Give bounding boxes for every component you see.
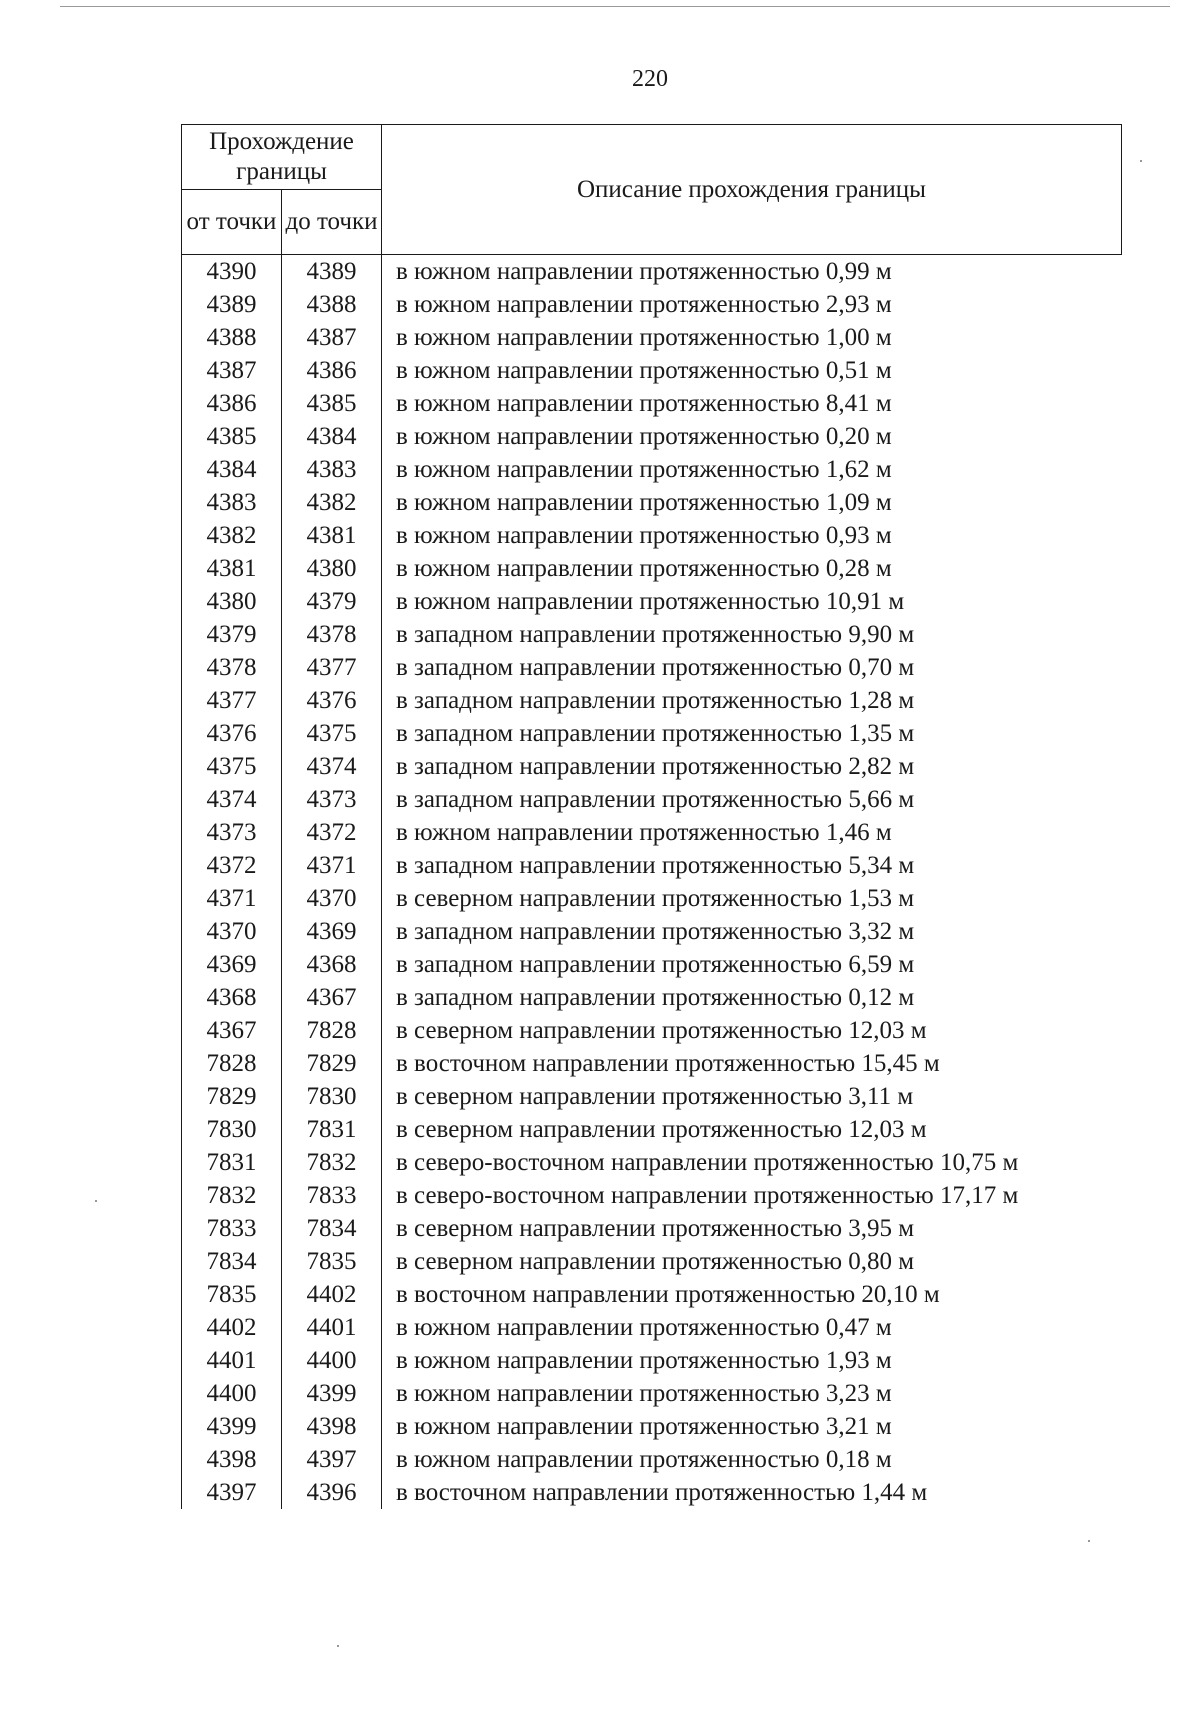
cell-from-point: 4375 <box>182 750 282 783</box>
cell-from-point: 7828 <box>182 1047 282 1080</box>
cell-description: в западном направлении протяженностью 6,59 м <box>396 951 915 978</box>
cell-from-point: 4399 <box>182 1410 282 1443</box>
table-row <box>182 717 1122 750</box>
cell-to-point: 4396 <box>282 1476 382 1509</box>
cell-to-point: 4375 <box>282 717 382 750</box>
cell-description: в восточном направлении протяженностью 15,45 м <box>396 1050 940 1077</box>
cell-to-point: 4397 <box>282 1443 382 1476</box>
table-row <box>182 552 1122 585</box>
cell-from-point: 7834 <box>182 1245 282 1278</box>
header-description: Описание прохождения границы <box>382 125 1122 255</box>
table-row <box>182 1080 1122 1113</box>
header-from-point: от точки <box>182 190 282 255</box>
cell-from-point: 4367 <box>182 1014 282 1047</box>
cell-description: в западном направлении протяженностью 3,32 м <box>396 918 915 945</box>
cell-to-point: 4401 <box>282 1311 382 1344</box>
cell-from-point: 7830 <box>182 1113 282 1146</box>
table-row <box>182 849 1122 882</box>
boundary-table-header <box>182 125 1122 255</box>
table-row <box>182 783 1122 816</box>
scan-speck <box>1140 160 1142 162</box>
cell-description: в южном направлении протяженностью 0,93 м <box>396 522 892 549</box>
cell-description: в восточном направлении протяженностью 20,10 м <box>396 1281 940 1308</box>
header-boundary-passage: Прохождение границы <box>182 125 382 190</box>
cell-from-point: 4389 <box>182 288 282 321</box>
cell-from-point: 4368 <box>182 981 282 1014</box>
cell-to-point: 4402 <box>282 1278 382 1311</box>
cell-from-point: 4369 <box>182 948 282 981</box>
cell-to-point: 4379 <box>282 585 382 618</box>
cell-to-point: 4398 <box>282 1410 382 1443</box>
cell-to-point: 7832 <box>282 1146 382 1179</box>
cell-from-point: 4397 <box>182 1476 282 1509</box>
cell-from-point: 7831 <box>182 1146 282 1179</box>
cell-to-point: 4383 <box>282 453 382 486</box>
cell-from-point: 4376 <box>182 717 282 750</box>
table-row <box>182 1311 1122 1344</box>
cell-from-point: 4373 <box>182 816 282 849</box>
cell-to-point: 4381 <box>282 519 382 552</box>
cell-from-point: 4390 <box>182 255 282 289</box>
table-row <box>182 420 1122 453</box>
cell-to-point: 4368 <box>282 948 382 981</box>
cell-description: в южном направлении протяженностью 0,18 м <box>396 1446 892 1473</box>
header-to-point: до точки <box>282 190 382 255</box>
cell-description: в южном направлении протяженностью 1,46 м <box>396 819 892 846</box>
cell-from-point: 4382 <box>182 519 282 552</box>
cell-to-point: 4384 <box>282 420 382 453</box>
table-row <box>182 1179 1122 1212</box>
cell-description: в северном направлении протяженностью 12,03 м <box>396 1116 927 1143</box>
cell-to-point: 4371 <box>282 849 382 882</box>
table-row <box>182 882 1122 915</box>
cell-from-point: 4387 <box>182 354 282 387</box>
table-row <box>182 750 1122 783</box>
table-row <box>182 981 1122 1014</box>
table-row <box>182 948 1122 981</box>
table-row <box>182 453 1122 486</box>
cell-description: в западном направлении протяженностью 1,35 м <box>396 720 915 747</box>
cell-to-point: 4372 <box>282 816 382 849</box>
cell-to-point: 4399 <box>282 1377 382 1410</box>
cell-to-point: 4373 <box>282 783 382 816</box>
cell-description: в западном направлении протяженностью 5,66 м <box>396 786 915 813</box>
cell-description: в западном направлении протяженностью 2,82 м <box>396 753 915 780</box>
table-row <box>182 618 1122 651</box>
cell-description: в южном направлении протяженностью 0,99 м <box>396 258 892 285</box>
table-row <box>182 1113 1122 1146</box>
cell-to-point: 4389 <box>282 255 382 289</box>
cell-to-point: 4377 <box>282 651 382 684</box>
cell-from-point: 7833 <box>182 1212 282 1245</box>
cell-description: в западном направлении протяженностью 1,28 м <box>396 687 915 714</box>
table-row <box>182 1014 1122 1047</box>
cell-to-point: 7834 <box>282 1212 382 1245</box>
cell-to-point: 4388 <box>282 288 382 321</box>
cell-to-point: 4378 <box>282 618 382 651</box>
cell-from-point: 4383 <box>182 486 282 519</box>
table-row <box>182 585 1122 618</box>
cell-to-point: 4380 <box>282 552 382 585</box>
cell-description: в северном направлении протяженностью 3,95 м <box>396 1215 915 1242</box>
table-row <box>182 1278 1122 1311</box>
cell-from-point: 4374 <box>182 783 282 816</box>
cell-from-point: 4371 <box>182 882 282 915</box>
table-row <box>182 1476 1122 1509</box>
cell-description: в восточном направлении протяженностью 1,44 м <box>396 1479 928 1506</box>
table-row <box>182 1377 1122 1410</box>
cell-from-point: 4380 <box>182 585 282 618</box>
table-row <box>182 1344 1122 1377</box>
table-row <box>182 486 1122 519</box>
cell-description: в южном направлении протяженностью 1,93 м <box>396 1347 892 1374</box>
scan-speck <box>337 1645 339 1647</box>
cell-from-point: 4379 <box>182 618 282 651</box>
page-number: 220 <box>632 66 668 92</box>
cell-description: в северо-восточном направлении протяженностью 10,75 м <box>396 1149 1019 1176</box>
cell-to-point: 4374 <box>282 750 382 783</box>
cell-description: в южном направлении протяженностью 10,91 м <box>396 588 905 615</box>
cell-to-point: 7835 <box>282 1245 382 1278</box>
cell-description: в южном направлении протяженностью 0,51 м <box>396 357 892 384</box>
table-row <box>182 1245 1122 1278</box>
cell-from-point: 4378 <box>182 651 282 684</box>
cell-description: в северном направлении протяженностью 3,11 м <box>396 1083 914 1110</box>
cell-description: в южном направлении протяженностью 1,00 м <box>396 324 892 351</box>
cell-description: в южном направлении протяженностью 0,47 м <box>396 1314 892 1341</box>
cell-from-point: 7835 <box>182 1278 282 1311</box>
scan-top-edge-line <box>60 6 1170 7</box>
cell-to-point: 4367 <box>282 981 382 1014</box>
table-row <box>182 915 1122 948</box>
table-row <box>182 684 1122 717</box>
cell-description: в западном направлении протяженностью 9,90 м <box>396 621 915 648</box>
boundary-table <box>181 124 1122 1509</box>
cell-to-point: 7829 <box>282 1047 382 1080</box>
cell-to-point: 7830 <box>282 1080 382 1113</box>
table-row <box>182 255 1122 289</box>
cell-description: в южном направлении протяженностью 0,20 м <box>396 423 892 450</box>
table-row <box>182 1443 1122 1476</box>
cell-from-point: 4372 <box>182 849 282 882</box>
cell-description: в северном направлении протяженностью 0,80 м <box>396 1248 915 1275</box>
cell-from-point: 4401 <box>182 1344 282 1377</box>
table-row <box>182 519 1122 552</box>
table-row <box>182 321 1122 354</box>
cell-description: в южном направлении протяженностью 1,62 м <box>396 456 892 483</box>
table-row <box>182 1146 1122 1179</box>
table-row <box>182 1212 1122 1245</box>
cell-to-point: 4387 <box>282 321 382 354</box>
table-row <box>182 1047 1122 1080</box>
cell-from-point: 4386 <box>182 387 282 420</box>
cell-to-point: 7831 <box>282 1113 382 1146</box>
table-row <box>182 651 1122 684</box>
cell-description: в южном направлении протяженностью 0,28 м <box>396 555 892 582</box>
cell-description: в северо-восточном направлении протяженностью 17,17 м <box>396 1182 1019 1209</box>
table-row <box>182 354 1122 387</box>
cell-to-point: 4385 <box>282 387 382 420</box>
scan-speck <box>95 1200 97 1202</box>
cell-from-point: 4388 <box>182 321 282 354</box>
cell-from-point: 7829 <box>182 1080 282 1113</box>
cell-description: в западном направлении протяженностью 0,70 м <box>396 654 915 681</box>
cell-description: в западном направлении протяженностью 5,34 м <box>396 852 915 879</box>
table-row <box>182 816 1122 849</box>
cell-description: в южном направлении протяженностью 8,41 м <box>396 390 892 417</box>
cell-to-point: 4370 <box>282 882 382 915</box>
cell-to-point: 4376 <box>282 684 382 717</box>
boundary-table-body <box>182 255 1122 1510</box>
cell-to-point: 4386 <box>282 354 382 387</box>
cell-to-point: 7828 <box>282 1014 382 1047</box>
cell-from-point: 4400 <box>182 1377 282 1410</box>
cell-description: в западном направлении протяженностью 0,12 м <box>396 984 915 1011</box>
cell-to-point: 4400 <box>282 1344 382 1377</box>
cell-description: в южном направлении протяженностью 3,21 м <box>396 1413 892 1440</box>
cell-to-point: 4382 <box>282 486 382 519</box>
cell-from-point: 4370 <box>182 915 282 948</box>
cell-description: в южном направлении протяженностью 1,09 м <box>396 489 892 516</box>
cell-from-point: 7832 <box>182 1179 282 1212</box>
table-row <box>182 288 1122 321</box>
cell-description: в северном направлении протяженностью 12,03 м <box>396 1017 927 1044</box>
table-row <box>182 1410 1122 1443</box>
cell-to-point: 7833 <box>282 1179 382 1212</box>
cell-from-point: 4381 <box>182 552 282 585</box>
table-row <box>182 387 1122 420</box>
cell-from-point: 4377 <box>182 684 282 717</box>
cell-description: в северном направлении протяженностью 1,53 м <box>396 885 915 912</box>
cell-from-point: 4385 <box>182 420 282 453</box>
cell-description: в южном направлении протяженностью 3,23 м <box>396 1380 892 1407</box>
scan-speck <box>1088 1540 1090 1542</box>
cell-description: в южном направлении протяженностью 2,93 м <box>396 291 892 318</box>
cell-to-point: 4369 <box>282 915 382 948</box>
cell-from-point: 4402 <box>182 1311 282 1344</box>
cell-from-point: 4398 <box>182 1443 282 1476</box>
cell-from-point: 4384 <box>182 453 282 486</box>
